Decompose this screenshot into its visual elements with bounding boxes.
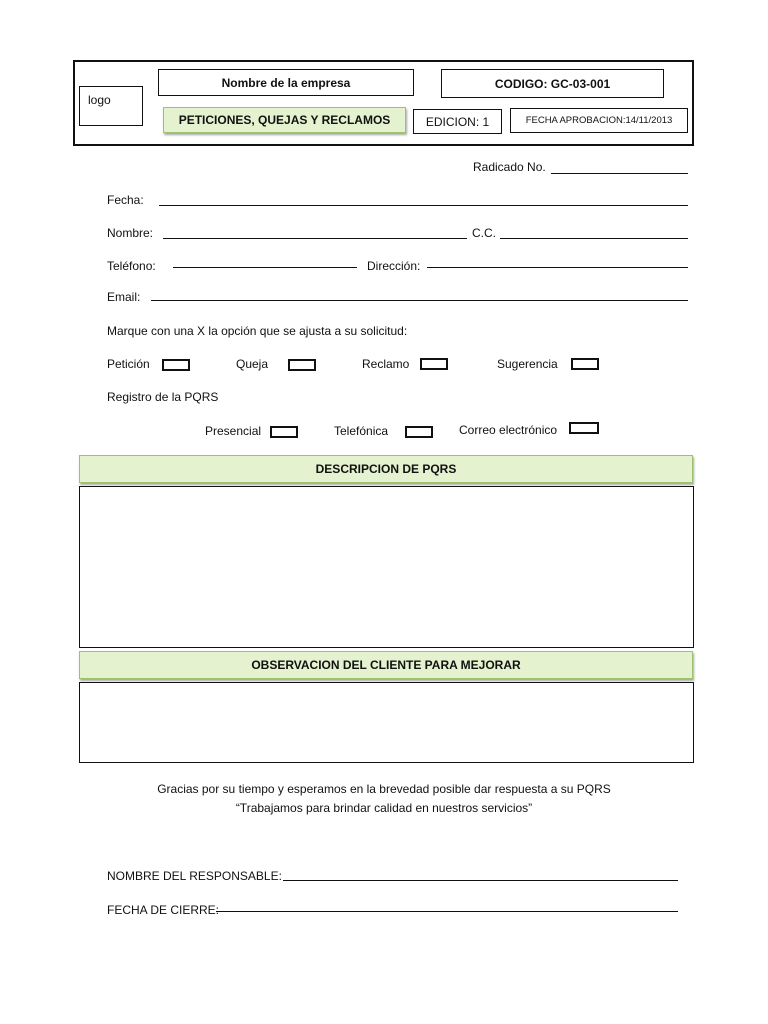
checkbox-correo[interactable]	[569, 422, 599, 434]
telefono-field[interactable]	[173, 267, 357, 268]
company-name: Nombre de la empresa	[221, 75, 351, 90]
registro-label-telefonica: Telefónica	[334, 424, 389, 438]
edition: EDICION: 1	[425, 114, 490, 129]
cc-label: C.C.	[472, 226, 496, 240]
checkbox-sugerencia[interactable]	[571, 358, 599, 370]
cierre-field[interactable]	[216, 911, 678, 912]
approval-date-box	[510, 108, 688, 133]
descripcion-title: DESCRIPCION DE PQRS	[315, 462, 457, 476]
fecha-label: Fecha:	[107, 193, 144, 207]
code-box	[441, 69, 664, 98]
form-title: PETICIONES, QUEJAS Y RECLAMOS	[178, 113, 391, 127]
radicado-label: Radicado No.	[473, 160, 546, 174]
responsable-label: NOMBRE DEL RESPONSABLE:	[107, 869, 282, 883]
nombre-field[interactable]	[163, 238, 467, 239]
radicado-field[interactable]	[551, 173, 688, 174]
checkbox-reclamo[interactable]	[420, 358, 448, 370]
logo-box	[79, 86, 143, 126]
logo-text: logo	[88, 93, 111, 107]
instruction-text: Marque con una X la opción que se ajusta a su solicitud:	[107, 324, 408, 338]
checkbox-presencial[interactable]	[270, 426, 298, 438]
direccion-label: Dirección:	[367, 259, 421, 273]
checkbox-peticion[interactable]	[162, 359, 190, 371]
cc-field[interactable]	[500, 238, 688, 239]
telefono-label: Teléfono:	[107, 259, 156, 273]
email-field[interactable]	[151, 300, 688, 301]
observacion-header	[79, 651, 693, 679]
document-code: CODIGO: GC-03-001	[494, 76, 611, 91]
registro-label-correo: Correo electrónico	[459, 423, 558, 437]
registro-label: Registro de la PQRS	[107, 390, 219, 404]
thanks-text: Gracias por su tiempo y esperamos en la brevedad posible dar respuesta a su PQRS	[157, 782, 611, 796]
approval-date: FECHA APROBACION:14/11/2013	[525, 115, 673, 126]
observacion-textarea[interactable]	[79, 682, 694, 763]
responsable-field[interactable]	[283, 880, 678, 881]
motto-text: “Trabajamos para brindar calidad en nuestros servicios”	[235, 801, 533, 815]
observacion-title: OBSERVACION DEL CLIENTE PARA MEJORAR	[251, 658, 521, 672]
fecha-field[interactable]	[159, 205, 688, 206]
descripcion-header	[79, 455, 693, 483]
checkbox-telefonica[interactable]	[405, 426, 433, 438]
option-label-queja: Queja	[236, 357, 269, 371]
company-name-box	[158, 69, 414, 96]
option-label-sugerencia: Sugerencia	[497, 357, 558, 371]
edition-box	[413, 109, 502, 134]
option-label-peticion: Petición	[107, 357, 150, 371]
option-label-reclamo: Reclamo	[362, 357, 410, 371]
checkbox-queja[interactable]	[288, 359, 316, 371]
email-label: Email:	[107, 290, 141, 304]
direccion-field[interactable]	[427, 267, 688, 268]
nombre-label: Nombre:	[107, 226, 154, 240]
cierre-label: FECHA DE CIERRE:	[107, 903, 220, 917]
form-title-box	[163, 107, 406, 133]
descripcion-textarea[interactable]	[79, 486, 694, 648]
registro-label-presencial: Presencial	[205, 424, 262, 438]
